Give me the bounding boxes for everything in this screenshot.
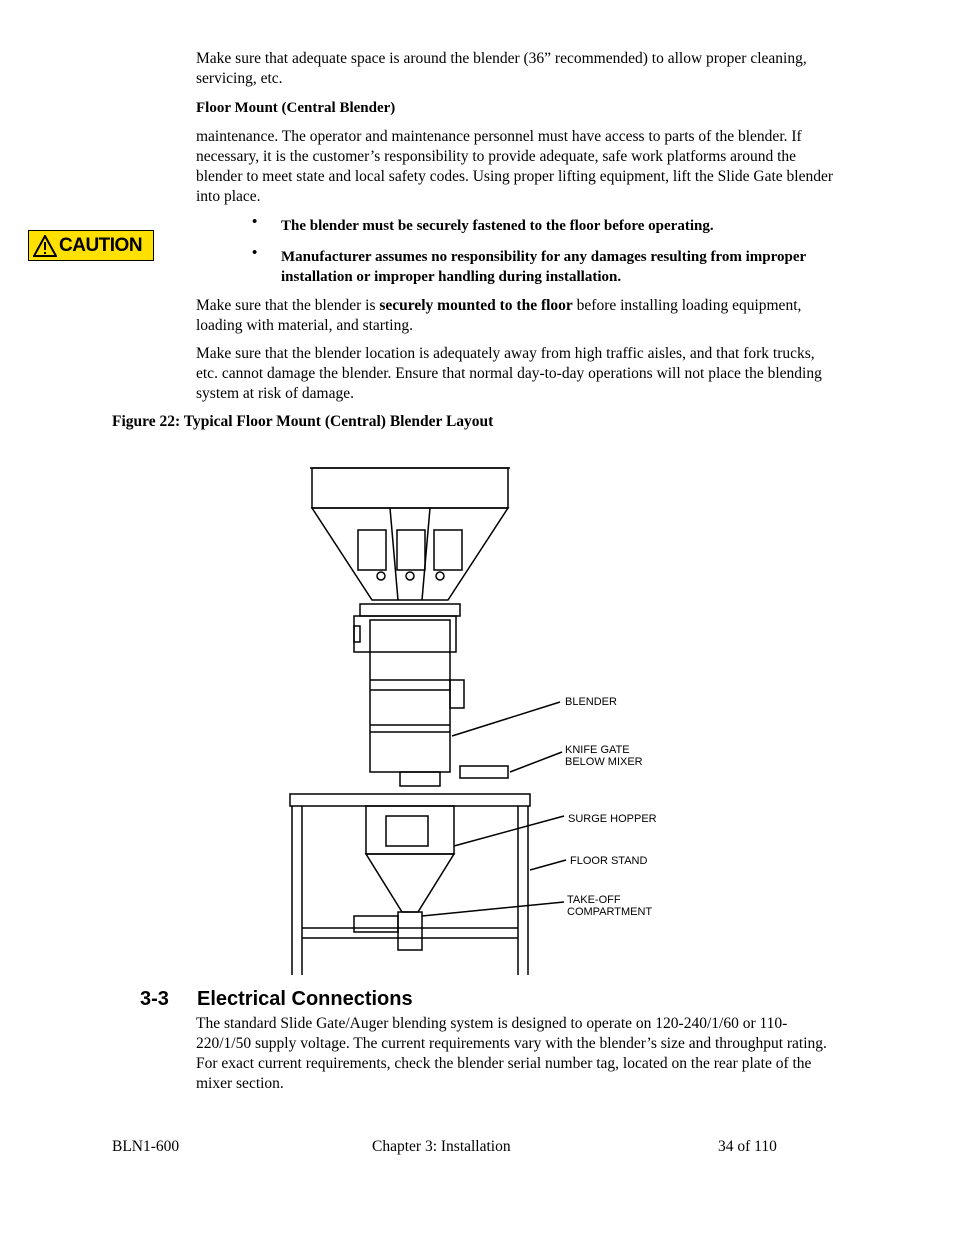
blender-layout-diagram bbox=[280, 460, 680, 980]
take-off-compartment bbox=[398, 912, 422, 950]
footer-chapter: Chapter 3: Installation bbox=[372, 1138, 511, 1155]
hopper-lid bbox=[312, 468, 508, 508]
mount-paragraph bbox=[196, 296, 836, 336]
surge-hopper bbox=[366, 806, 454, 854]
space-paragraph: Make sure that adequate space is around the blender (36” recommended) to allow proper cleaning, servicing, etc. bbox=[196, 50, 807, 87]
section-title: Electrical Connections bbox=[197, 988, 413, 1010]
label-take-off-1: TAKE-OFF bbox=[567, 894, 621, 906]
blender-body bbox=[370, 620, 450, 772]
floor-stand-top bbox=[290, 794, 530, 806]
maintenance-paragraph: maintenance. The operator and maintenance personnel must have access to parts of the blender. If necessary, it is the customer’s responsibility to provide adequate, safe work platforms around the blender to meet state and local safety codes. Using proper lifting equipment, lift the Slide Gate blender into place. bbox=[196, 128, 834, 205]
label-floor-stand: FLOOR STAND bbox=[570, 855, 648, 867]
bullet-marker: • bbox=[252, 245, 258, 261]
warning-triangle-icon bbox=[33, 235, 57, 257]
electrical-paragraph: The standard Slide Gate/Auger blending system is designed to operate on 120-240/1/60 or 110-220/1/50 supply voltage. The current requirements vary with the blender’s size and throughput rating. For exact current requirements, check the blender serial number tag, located on the rear plate of the mixer section. bbox=[196, 1015, 827, 1092]
footer-page: 34 of 110 bbox=[718, 1138, 777, 1155]
caution-bullet-1: The blender must be securely fastened to the floor before operating. bbox=[281, 218, 714, 234]
label-blender: BLENDER bbox=[565, 696, 617, 708]
label-take-off-2: COMPARTMENT bbox=[567, 906, 653, 918]
label-knife-gate-2: BELOW MIXER bbox=[565, 756, 643, 768]
section-heading bbox=[140, 988, 413, 1011]
figure-caption: Figure 22: Typical Floor Mount (Central) Blender Layout bbox=[112, 413, 494, 430]
caution-text: CAUTION bbox=[59, 234, 143, 256]
section-number: 3-3 bbox=[140, 988, 169, 1010]
hopper-cone bbox=[312, 508, 508, 600]
caution-label bbox=[28, 230, 154, 261]
location-paragraph: Make sure that the blender location is adequately away from high traffic aisles, and that fork trucks, etc. cannot damage the blender. Ensure that normal day-to-day operations will not place the blending system at risk of damage. bbox=[196, 345, 822, 402]
label-knife-gate-1: KNIFE GATE bbox=[565, 744, 630, 756]
bullet-marker: • bbox=[252, 214, 258, 230]
caution-bullet-2: Manufacturer assumes no responsibility for any damages resulting from improper installation or improper handling during installation. bbox=[281, 249, 806, 285]
mount-bold: securely mounted to the floor bbox=[379, 297, 573, 314]
footer-doc-id: BLN1-600 bbox=[112, 1138, 180, 1155]
floor-mount-heading: Floor Mount (Central Blender) bbox=[196, 100, 396, 116]
mount-post: before installing loading equipment, loading with material, and starting. bbox=[196, 297, 802, 334]
mount-pre: Make sure that the blender is bbox=[196, 297, 380, 314]
label-surge-hopper: SURGE HOPPER bbox=[568, 813, 657, 825]
